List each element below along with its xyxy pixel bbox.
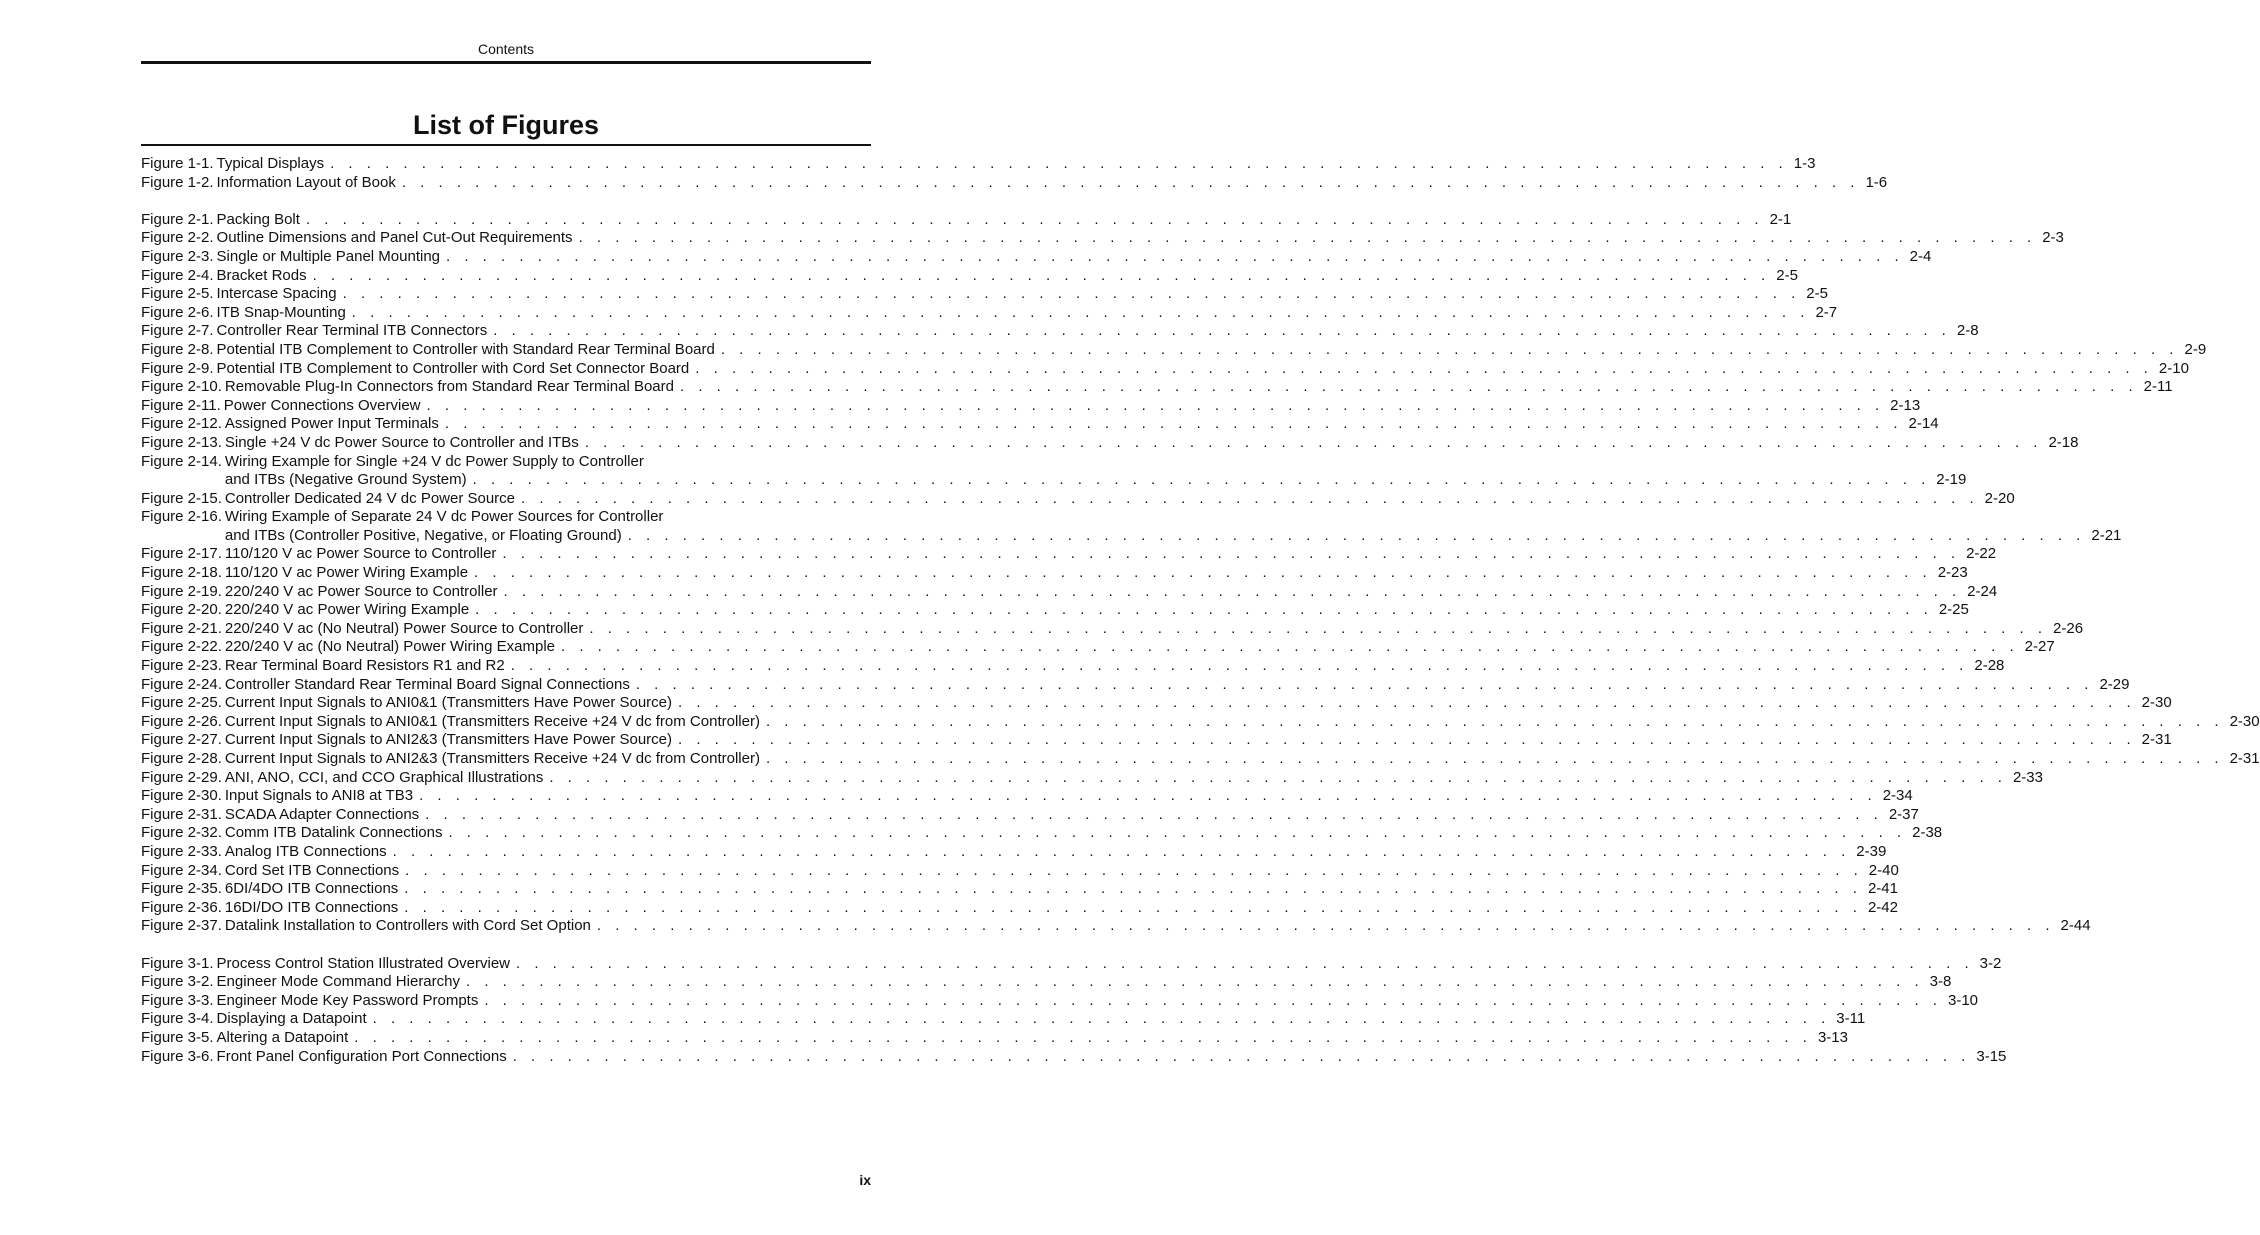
figure-entry[interactable]	[141, 415, 1939, 434]
figure-label: Figure 2-5.	[141, 285, 214, 303]
figure-page: 2-10	[2158, 359, 2189, 377]
figure-label: Figure 1-2.	[141, 173, 214, 191]
figure-page: 2-22	[1966, 545, 1997, 563]
figure-title: Current Input Signals to ANI2&3 (Transmitters Have Power Source)	[224, 731, 673, 749]
figure-entry[interactable]	[141, 731, 2172, 750]
figure-page: 2-25	[1938, 601, 1969, 619]
figure-title: 220/240 V ac Power Source to Controller	[224, 582, 498, 600]
figure-entry[interactable]	[141, 898, 1898, 918]
leader-dots: . . . . . . . . . . . . . . . . . . . . . . . . . . . . . . . . . . . . . . . . . . . . . . . . . . . . . . . . . . . . . . . . . . . . . . . . . . . . . . . .	[475, 601, 1933, 619]
figure-page: 2-14	[1908, 415, 1939, 433]
leader-dots: . . . . . . . . . . . . . . . . . . . . . . . . . . . . . . . . . . . . . . . . . . . . . . . . . . . . . . . . . . . . . . . . . . . . . . . . . . . . . . . .	[765, 750, 2224, 767]
figure-title: Controller Standard Rear Terminal Board Signal Connections	[224, 675, 630, 693]
figure-label: Figure 2-6.	[141, 303, 214, 321]
figure-title: Power Connections Overview	[223, 396, 421, 414]
leader-dots: . . . . . . . . . . . . . . . . . . . . . . . . . . . . . . . . . . . . . . . . . . . . . . . . . . . . . . . . . . . . . . . . . . . . . . . . . . . . . . . .	[444, 415, 1903, 433]
figure-page: 2-41	[1867, 880, 1898, 898]
figure-title: Comm ITB Datalink Connections	[224, 824, 443, 842]
figure-title: ANI, ANO, CCI, and CCO Graphical Illustrations	[224, 768, 544, 786]
figure-title: ITB Snap-Mounting	[216, 303, 346, 321]
figure-entry[interactable]	[141, 285, 1828, 304]
figure-entry[interactable]	[141, 210, 1792, 230]
figure-label: Figure 3-5.	[141, 1028, 214, 1046]
figure-page: 2-31	[2229, 750, 2260, 767]
leader-dots: . . . . . . . . . . . . . . . . . . . . . . . . . . . . . . . . . . . . . . . . . . . . . . . . . . . . . . . . . . . . . . . . . . . . . . . . . . . . . . . .	[404, 880, 1862, 898]
figure-entry[interactable]	[141, 303, 1838, 323]
figure-label: Figure 3-4.	[141, 1010, 214, 1028]
figure-label: Figure 2-9.	[141, 359, 214, 377]
leader-dots: . . . . . . . . . . . . . . . . . . . . . . . . . . . . . . . . . . . . . . . . . . . . . . . . . . . . . . . . . . . . . . . . . . . . . . . . . . . . . . . .	[484, 991, 1942, 1009]
leader-dots: . . . . . . . . . . . . . . . . . . . . . . . . . . . . . . . . . . . . . . . . . . . . . . . . . . . . . . . . . . . . . . . . . . . . . . . . . . . . . . . .	[372, 1010, 1831, 1028]
figure-entry[interactable]	[141, 359, 2189, 379]
leader-dots: . . . . . . . . . . . . . . . . . . . . . . . . . . . . . . . . . . . . . . . . . . . . . . . . . . . . . . . . . . . . . . . . . . . . . . . . . . . . . . . .	[405, 861, 1863, 879]
figure-title: Single or Multiple Panel Mounting	[216, 247, 441, 265]
leader-dots: . . . . . . . . . . . . . . . . . . . . . . . . . . . . . . . . . . . . . . . . . . . . . . . . . . . . . . . . . . . . . . . . . . . . . . . . . . . . . . . .	[342, 285, 1801, 303]
figure-entry[interactable]	[141, 545, 1997, 564]
figure-page: 2-13	[1890, 396, 1921, 414]
leader-dots: . . . . . . . . . . . . . . . . . . . . . . . . . . . . . . . . . . . . . . . . . . . . . . . . . . . . . . . . . . . . . . . . . . . . . . . . . . . . . . . .	[765, 712, 2224, 730]
figure-page: 3-10	[1947, 991, 1979, 1009]
figure-entry[interactable]	[141, 229, 2064, 248]
figure-title: 110/120 V ac Power Source to Controller	[224, 545, 497, 563]
figure-label: Figure 2-28.	[141, 750, 222, 767]
figure-page: 2-26	[2053, 619, 2084, 637]
figure-page: 2-4	[1909, 247, 1932, 265]
leader-dots: . . . . . . . . . . . . . . . . . . . . . . . . . . . . . . . . . . . . . . . . . . . . . . . . . . . . . . . . . . . . . . . . . . . . . . . . . . . . . . . .	[404, 898, 1862, 916]
figure-title: Cord Set ITB Connections	[224, 861, 400, 879]
figure-entry[interactable]	[141, 1047, 2007, 1067]
leader-dots: . . . . . . . . . . . . . . . . . . . . . . . . . . . . . . . . . . . . . . . . . . . . . . . . . . . . . . . . . . . . . . . . . . . . . . . . . . . . . . . .	[401, 173, 1860, 191]
leader-dots: . . . . . . . . . . . . . . . . . . . . . . . . . . . . . . . . . . . . . . . . . . . . . . . . . . . . . . . . . . . . . . . . . . . . . . . . . . . . . . . .	[512, 1047, 1971, 1065]
figure-entry[interactable]	[141, 340, 2207, 360]
figure-entry[interactable]	[141, 433, 2079, 453]
figure-entry[interactable]	[141, 694, 2172, 713]
figure-title: Assigned Power Input Terminals	[224, 415, 439, 433]
figure-label: Figure 2-36.	[141, 898, 222, 916]
leader-dots: . . . . . . . . . . . . . . . . . . . . . . . . . . . . . . . . . . . . . . . . . . . . . . . . . . . . . . . . . . . . . . . . . . . . . . . . . . . . . . . .	[695, 359, 2153, 377]
leader-dots: . . . . . . . . . . . . . . . . . . . . . . . . . . . . . . . . . . . . . . . . . . . . . . . . . . . . . . . . . . . . . . . . . . . . . . . . . . . . . . . .	[312, 266, 1771, 284]
figure-entry[interactable]	[141, 787, 1913, 806]
figure-title-continued: and ITBs (Negative Ground System)	[224, 471, 467, 489]
figure-title: Controller Dedicated 24 V dc Power Source	[224, 489, 516, 507]
leader-dots: . . . . . . . . . . . . . . . . . . . . . . . . . . . . . . . . . . . . . . . . . . . . . . . . . . . . . . . . . . . . . . . . . . . . . . . . . . . . . . . .	[516, 954, 1974, 972]
figure-label: Figure 2-32.	[141, 824, 222, 842]
figure-label: Figure 2-17.	[141, 545, 222, 563]
figure-label: Figure 2-13.	[141, 433, 222, 451]
figure-page: 3-11	[1836, 1010, 1866, 1028]
leader-dots: . . . . . . . . . . . . . . . . . . . . . . . . . . . . . . . . . . . . . . . . . . . . . . . . . . . . . . . . . . . . . . . . . . . . . . . . . . . . . . . .	[472, 471, 1931, 489]
figure-entry[interactable]	[141, 564, 1968, 583]
figure-title: Typical Displays	[216, 155, 325, 172]
figure-title-continued: and ITBs (Controller Positive, Negative, or Floating Ground)	[224, 526, 622, 544]
figure-label: Figure 2-20.	[141, 601, 222, 619]
figure-page: 2-28	[1974, 657, 2005, 675]
figure-label: Figure 2-14.	[141, 452, 222, 470]
leader-dots: . . . . . . . . . . . . . . . . . . . . . . . . . . . . . . . . . . . . . . . . . . . . . . . . . . . . . . . . . . . . . . . . . . . . . . . . . . . . . . . .	[635, 675, 2094, 693]
leader-dots: . . . . . . . . . . . . . . . . . . . . . . . . . . . . . . . . . . . . . . . . . . . . . . . . . . . . . . . . . . . . . . . . . . . . . . . . . . . . . . . .	[561, 638, 2019, 656]
figure-title: Controller Rear Terminal ITB Connectors	[216, 322, 488, 340]
figure-title: Packing Bolt	[216, 210, 300, 228]
figure-label: Figure 2-24.	[141, 675, 222, 693]
leader-dots: . . . . . . . . . . . . . . . . . . . . . . . . . . . . . . . . . . . . . . . . . . . . . . . . . . . . . . . . . . . . . . . . . . . . . . . . . . . . . . . .	[584, 433, 2043, 451]
figure-title: Displaying a Datapoint	[216, 1010, 367, 1028]
figure-label: Figure 2-22.	[141, 638, 222, 656]
figure-entry[interactable]	[141, 880, 1898, 899]
leader-dots: . . . . . . . . . . . . . . . . . . . . . . . . . . . . . . . . . . . . . . . . . . . . . . . . . . . . . . . . . . . . . . . . . . . . . . . . . . . . . . . .	[354, 1028, 1812, 1046]
figure-page: 2-34	[1882, 787, 1913, 805]
figure-title: Engineer Mode Key Password Prompts	[216, 991, 479, 1009]
figure-group	[141, 155, 1888, 192]
figure-label: Figure 2-11.	[141, 396, 221, 414]
figure-entry[interactable]	[141, 322, 1979, 341]
figure-entry[interactable]	[141, 266, 1798, 286]
figure-label: Figure 2-27.	[141, 731, 222, 749]
figure-page: 2-33	[2012, 768, 2043, 786]
figure-page: 3-15	[1976, 1047, 2007, 1065]
figure-entry[interactable]	[141, 917, 2091, 936]
figure-title: Altering a Datapoint	[216, 1028, 349, 1046]
leader-dots: . . . . . . . . . . . . . . . . . . . . . . . . . . . . . . . . . . . . . . . . . . . . . . . . . . . . . . . . . . . . . . . . . . . . . . . . . . . . . . . .	[678, 694, 2136, 712]
figure-label: Figure 2-8.	[141, 340, 214, 358]
figure-label: Figure 2-3.	[141, 247, 214, 265]
leader-dots: . . . . . . . . . . . . . . . . . . . . . . . . . . . . . . . . . . . . . . . . . . . . . . . . . . . . . . . . . . . . . . . . . . . . . . . . . . . . . . . .	[392, 842, 1851, 860]
figure-title: Front Panel Configuration Port Connections	[216, 1047, 507, 1065]
figure-entry[interactable]	[141, 155, 1816, 174]
figure-page: 2-21	[2091, 526, 2122, 544]
figure-title: 6DI/4DO ITB Connections	[224, 880, 399, 898]
figure-page: 2-30	[2141, 694, 2172, 712]
figure-entry[interactable]	[141, 657, 2005, 676]
figure-label: Figure 2-21.	[141, 619, 222, 637]
figure-entry[interactable]	[141, 247, 1932, 267]
figure-title: 220/240 V ac (No Neutral) Power Wiring Example	[224, 638, 556, 656]
figure-label: Figure 2-25.	[141, 694, 222, 712]
figure-title: Rear Terminal Board Resistors R1 and R2	[224, 657, 505, 675]
figure-title: Single +24 V dc Power Source to Controller and ITBs	[224, 433, 579, 451]
figure-entry[interactable]	[141, 954, 2002, 974]
figure-title: 220/240 V ac Power Wiring Example	[224, 601, 470, 619]
figure-title: Intercase Spacing	[216, 285, 337, 303]
figure-label: Figure 2-15.	[141, 489, 222, 507]
figure-entry[interactable]	[141, 805, 1919, 825]
figure-entry[interactable]	[141, 601, 1969, 620]
leader-dots: . . . . . . . . . . . . . . . . . . . . . . . . . . . . . . . . . . . . . . . . . . . . . . . . . . . . . . . . . . . . . . . . . . . . . . . . . . . . . . . .	[596, 917, 2055, 935]
leader-dots: . . . . . . . . . . . . . . . . . . . . . . . . . . . . . . . . . . . . . . . . . . . . . . . . . . . . . . . . . . . . . . . . . . . . . . . . . . . . . . . .	[330, 155, 1788, 172]
title-rule	[141, 144, 871, 146]
figure-group	[141, 954, 2007, 1067]
figure-group	[141, 210, 2260, 936]
figure-entry[interactable]	[141, 489, 2015, 509]
figure-label: Figure 2-2.	[141, 229, 214, 247]
page-title: List of Figures	[412, 110, 599, 140]
figure-entry[interactable]	[141, 378, 2173, 397]
figure-entry[interactable]	[141, 452, 1967, 490]
leader-dots: . . . . . . . . . . . . . . . . . . . . . . . . . . . . . . . . . . . . . . . . . . . . . . . . . . . . . . . . . . . . . . . . . . . . . . . . . . . . . . . .	[448, 824, 1907, 842]
leader-dots: . . . . . . . . . . . . . . . . . . . . . . . . . . . . . . . . . . . . . . . . . . . . . . . . . . . . . . . . . . . . . . . . . . . . . . . . . . . . . . . .	[305, 210, 1764, 228]
figure-page: 3-2	[1979, 954, 2002, 972]
figure-page: 2-19	[1936, 471, 1967, 489]
figure-page: 2-1	[1769, 210, 1792, 228]
leader-dots: . . . . . . . . . . . . . . . . . . . . . . . . . . . . . . . . . . . . . . . . . . . . . . . . . . . . . . . . . . . . . . . . . . . . . . . . . . . . . . . .	[521, 489, 1979, 507]
figure-label: Figure 2-19.	[141, 582, 222, 600]
figure-title: Current Input Signals to ANI0&1 (Transmitters Have Power Source)	[224, 694, 673, 712]
figure-label: Figure 2-1.	[141, 210, 214, 228]
figure-page: 2-20	[1984, 489, 2015, 507]
figure-title: Potential ITB Complement to Controller with Cord Set Connector Board	[216, 359, 690, 377]
figure-page: 2-37	[1888, 805, 1919, 823]
figure-list	[141, 155, 2260, 1066]
figure-label: Figure 2-12.	[141, 415, 222, 433]
figure-entry[interactable]	[141, 712, 2260, 732]
figure-title: Wiring Example for Single +24 V dc Power Supply to Controller	[224, 452, 644, 470]
figure-entry[interactable]	[141, 768, 2043, 788]
figure-label: Figure 2-23.	[141, 657, 222, 675]
figure-label: Figure 2-33.	[141, 842, 222, 860]
figure-title: Datalink Installation to Controllers with Cord Set Option	[224, 917, 591, 935]
figure-title: SCADA Adapter Connections	[224, 805, 420, 823]
figure-title: Input Signals to ANI8 at TB3	[224, 787, 414, 805]
figure-label: Figure 2-29.	[141, 768, 222, 786]
leader-dots: . . . . . . . . . . . . . . . . . . . . . . . . . . . . . . . . . . . . . . . . . . . . . . . . . . . . . . . . . . . . . . . . . . . . . . . . . . . . . . . .	[502, 545, 1961, 563]
figure-entry[interactable]	[141, 1010, 1866, 1029]
leader-dots: . . . . . . . . . . . . . . . . . . . . . . . . . . . . . . . . . . . . . . . . . . . . . . . . . . . . . . . . . . . . . . . . . . . . . . . . . . . . . . . .	[426, 396, 1885, 414]
figure-label: Figure 2-4.	[141, 266, 214, 284]
figure-entry[interactable]	[141, 173, 1888, 193]
figure-label: Figure 2-34.	[141, 861, 222, 879]
figure-page: 2-38	[1912, 824, 1943, 842]
figure-label: Figure 3-6.	[141, 1047, 214, 1065]
figure-page: 2-7	[1815, 303, 1838, 321]
figure-title: Potential ITB Complement to Controller with Standard Rear Terminal Board	[216, 340, 715, 358]
figure-entry[interactable]	[141, 824, 1943, 843]
figure-label: Figure 3-3.	[141, 991, 214, 1009]
page-number: ix	[859, 1172, 871, 1188]
figure-title: Process Control Station Illustrated Overview	[216, 954, 510, 972]
leader-dots: . . . . . . . . . . . . . . . . . . . . . . . . . . . . . . . . . . . . . . . . . . . . . . . . . . . . . . . . . . . . . . . . . . . . . . . . . . . . . . . .	[474, 564, 1932, 582]
figure-page: 2-3	[2042, 229, 2064, 247]
figure-page: 2-42	[1867, 898, 1898, 916]
figure-label: Figure 2-26.	[141, 712, 222, 730]
leader-dots: . . . . . . . . . . . . . . . . . . . . . . . . . . . . . . . . . . . . . . . . . . . . . . . . . . . . . . . . . . . . . . . . . . . . . . . . . . . . . . . .	[510, 657, 1969, 675]
figure-label: Figure 2-30.	[141, 787, 222, 805]
figure-entry[interactable]	[141, 750, 2260, 769]
leader-dots: . . . . . . . . . . . . . . . . . . . . . . . . . . . . . . . . . . . . . . . . . . . . . . . . . . . . . . . . . . . . . . . . . . . . . . . . . . . . . . . .	[578, 229, 2037, 247]
figure-title: Current Input Signals to ANI2&3 (Transmitters Receive +24 V dc from Controller)	[224, 750, 760, 767]
figure-entry[interactable]	[141, 842, 1887, 862]
figure-label: Figure 2-16.	[141, 508, 222, 526]
figure-entry[interactable]	[141, 619, 2084, 639]
leader-dots: . . . . . . . . . . . . . . . . . . . . . . . . . . . . . . . . . . . . . . . . . . . . . . . . . . . . . . . . . . . . . . . . . . . . . . . . . . . . . . . .	[549, 768, 2007, 786]
figure-entry[interactable]	[141, 1028, 1848, 1048]
figure-page: 2-44	[2060, 917, 2091, 935]
figure-entry[interactable]	[141, 582, 1998, 602]
figure-title: Engineer Mode Command Hierarchy	[216, 973, 460, 991]
figure-entry[interactable]	[141, 991, 1979, 1011]
figure-label: Figure 2-7.	[141, 322, 214, 340]
leader-dots: . . . . . . . . . . . . . . . . . . . . . . . . . . . . . . . . . . . . . . . . . . . . . . . . . . . . . . . . . . . . . . . . . . . . . . . . . . . . . . . .	[720, 340, 2179, 358]
figure-page: 2-5	[1776, 266, 1798, 284]
figure-label: Figure 2-18.	[141, 564, 222, 582]
leader-dots: . . . . . . . . . . . . . . . . . . . . . . . . . . . . . . . . . . . . . . . . . . . . . . . . . . . . . . . . . . . . . . . . . . . . . . . . . . . . . . . .	[679, 378, 2138, 396]
figure-page: 2-8	[1956, 322, 1979, 340]
leader-dots: . . . . . . . . . . . . . . . . . . . . . . . . . . . . . . . . . . . . . . . . . . . . . . . . . . . . . . . . . . . . . . . . . . . . . . . . . . . . . . . .	[425, 805, 1883, 823]
figure-page: 2-5	[1806, 285, 1828, 303]
figure-page: 2-18	[2048, 433, 2079, 451]
figure-page: 2-39	[1856, 842, 1887, 860]
figure-page: 2-23	[1937, 564, 1968, 582]
figure-title: Information Layout of Book	[216, 173, 396, 191]
figure-label: Figure 2-10.	[141, 378, 222, 396]
running-header: Contents	[477, 41, 535, 57]
leader-dots: . . . . . . . . . . . . . . . . . . . . . . . . . . . . . . . . . . . . . . . . . . . . . . . . . . . . . . . . . . . . . . . . . . . . . . . . . . . . . . . .	[351, 303, 1810, 321]
leader-dots: . . . . . . . . . . . . . . . . . . . . . . . . . . . . . . . . . . . . . . . . . . . . . . . . . . . . . . . . . . . . . . . . . . . . . . . . . . . . . . . .	[503, 582, 1962, 600]
figure-page: 2-24	[1967, 582, 1998, 600]
figure-entry[interactable]	[141, 396, 1921, 416]
figure-page: 2-27	[2024, 638, 2055, 656]
figure-page: 2-40	[1868, 861, 1899, 879]
figure-label: Figure 2-31.	[141, 805, 222, 823]
leader-dots: . . . . . . . . . . . . . . . . . . . . . . . . . . . . . . . . . . . . . . . . . . . . . . . . . . . . . . . . . . . . . . . . . . . . . . . . . . . . . . . .	[589, 619, 2048, 637]
figure-page: 2-31	[2141, 731, 2172, 749]
figure-page: 3-8	[1929, 973, 1952, 991]
header-rule	[141, 61, 871, 64]
figure-page: 2-9	[2184, 340, 2207, 358]
figure-label: Figure 2-37.	[141, 917, 222, 935]
figure-label: Figure 3-2.	[141, 973, 214, 991]
figure-page: 1-6	[1865, 173, 1888, 191]
figure-entry[interactable]	[141, 973, 1952, 992]
figure-title: Analog ITB Connections	[224, 842, 387, 860]
figure-title: 16DI/DO ITB Connections	[224, 898, 399, 916]
figure-page: 3-13	[1817, 1028, 1848, 1046]
figure-title: Outline Dimensions and Panel Cut-Out Requirements	[216, 229, 573, 247]
leader-dots: . . . . . . . . . . . . . . . . . . . . . . . . . . . . . . . . . . . . . . . . . . . . . . . . . . . . . . . . . . . . . . . . . . . . . . . . . . . . . . . .	[678, 731, 2136, 749]
figure-entry[interactable]	[141, 638, 2055, 657]
leader-dots: . . . . . . . . . . . . . . . . . . . . . . . . . . . . . . . . . . . . . . . . . . . . . . . . . . . . . . . . . . . . . . . . . . . . . . . . . . . . . . . .	[627, 526, 2086, 544]
figure-label: Figure 2-35.	[141, 880, 222, 898]
leader-dots: . . . . . . . . . . . . . . . . . . . . . . . . . . . . . . . . . . . . . . . . . . . . . . . . . . . . . . . . . . . . . . . . . . . . . . . . . . . . . . . .	[419, 787, 1877, 805]
figure-title: Removable Plug-In Connectors from Standard Rear Terminal Board	[224, 378, 674, 396]
leader-dots: . . . . . . . . . . . . . . . . . . . . . . . . . . . . . . . . . . . . . . . . . . . . . . . . . . . . . . . . . . . . . . . . . . . . . . . . . . . . . . . .	[466, 973, 1924, 991]
figure-title: Bracket Rods	[216, 266, 307, 284]
figure-page: 1-3	[1793, 155, 1816, 172]
figure-title: 220/240 V ac (No Neutral) Power Source to Controller	[224, 619, 584, 637]
figure-page: 2-11	[2143, 378, 2173, 396]
figure-page: 2-29	[2099, 675, 2130, 693]
figure-entry[interactable]	[141, 675, 2130, 695]
leader-dots: . . . . . . . . . . . . . . . . . . . . . . . . . . . . . . . . . . . . . . . . . . . . . . . . . . . . . . . . . . . . . . . . . . . . . . . . . . . . . . . .	[493, 322, 1951, 340]
figure-title: 110/120 V ac Power Wiring Example	[224, 564, 469, 582]
figure-title: Current Input Signals to ANI0&1 (Transmitters Receive +24 V dc from Controller)	[224, 712, 760, 730]
leader-dots: . . . . . . . . . . . . . . . . . . . . . . . . . . . . . . . . . . . . . . . . . . . . . . . . . . . . . . . . . . . . . . . . . . . . . . . . . . . . . . . .	[446, 247, 1904, 265]
figure-label: Figure 1-1.	[141, 155, 214, 172]
figure-label: Figure 3-1.	[141, 954, 214, 972]
figure-entry[interactable]	[141, 508, 2122, 545]
figure-entry[interactable]	[141, 861, 1899, 881]
figure-page: 2-30	[2229, 712, 2260, 730]
figure-title: Wiring Example of Separate 24 V dc Power Sources for Controller	[224, 508, 664, 526]
